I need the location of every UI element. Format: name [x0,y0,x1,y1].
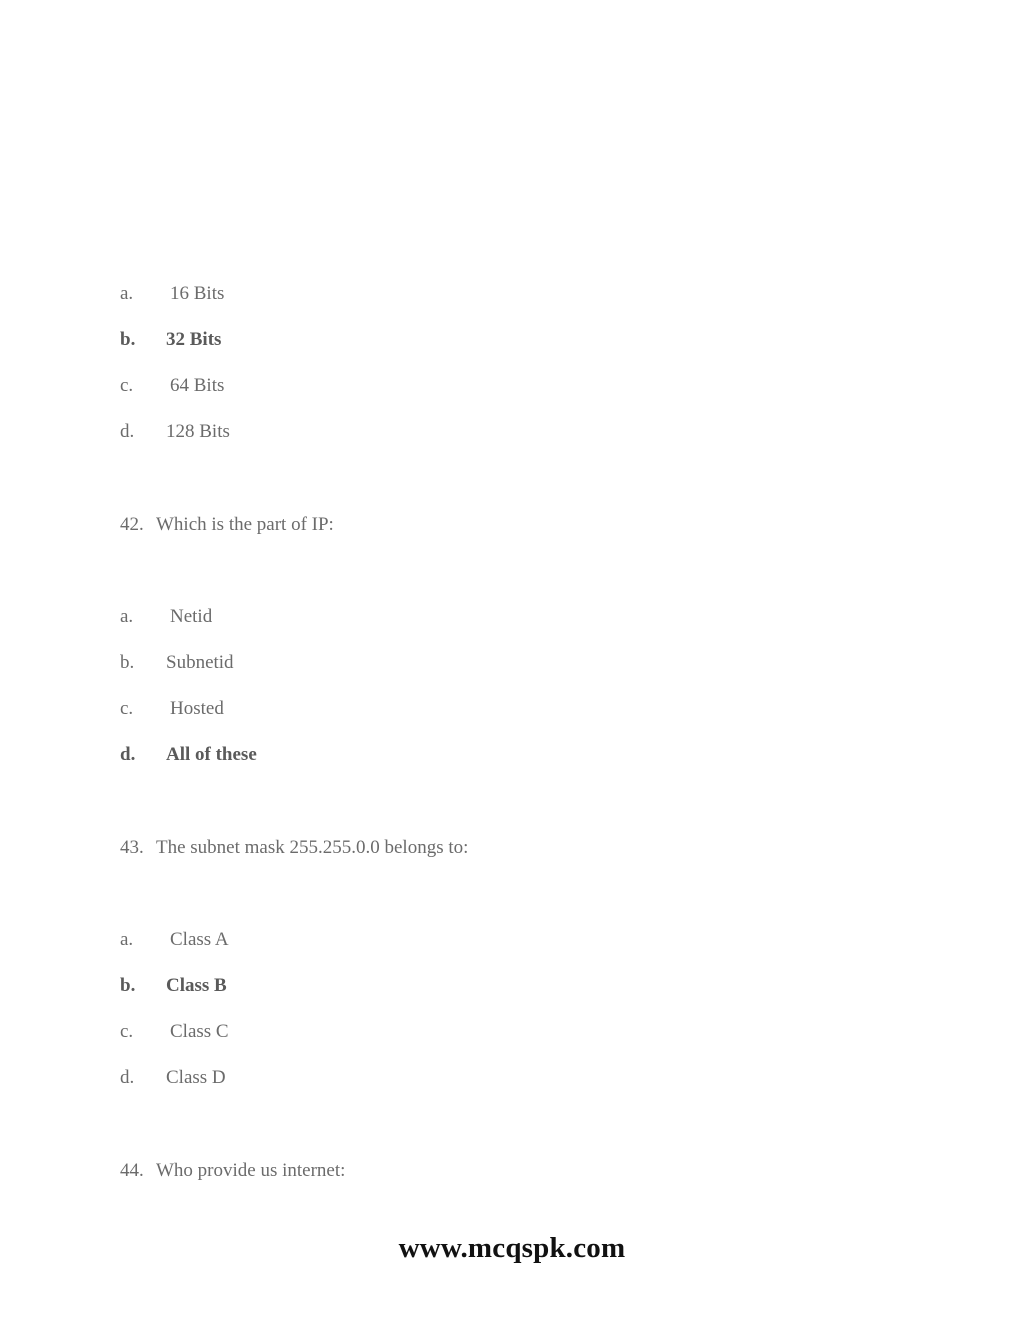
q42-option-b [120,651,234,675]
question-text: Who provide us internet: [156,1160,346,1181]
option-letter: c. [120,698,134,719]
option-letter: a. [120,606,134,627]
option-text: Netid [170,606,213,627]
option-text: Class C [170,1021,229,1042]
q42-option-a [120,605,212,629]
question-text: Which is the part of IP: [156,514,334,535]
option-text: All of these [166,744,257,765]
q41-option-a [120,282,224,306]
q43-option-a [120,928,229,952]
option-letter: c. [120,375,134,396]
question-number: 42. [120,514,144,535]
q43-option-b-correct [120,974,227,998]
q41-option-d [120,420,230,444]
option-text: Class A [170,929,229,950]
option-text: 32 Bits [166,329,222,350]
option-letter: a. [120,929,134,950]
option-text: Class B [166,975,227,996]
option-letter: d. [120,421,135,442]
option-letter: b. [120,652,135,673]
option-text: Class D [166,1067,226,1088]
question-number: 44. [120,1160,144,1181]
option-text: 128 Bits [166,421,230,442]
q41-option-c [120,374,224,398]
option-letter: b. [120,329,136,350]
option-text: Hosted [170,698,224,719]
q43-option-d [120,1066,226,1090]
option-text: 64 Bits [170,375,225,396]
option-letter: d. [120,744,136,765]
question-42 [120,513,334,537]
question-number: 43. [120,837,144,858]
q42-option-d-correct [120,743,257,767]
question-43 [120,836,468,860]
question-text: The subnet mask 255.255.0.0 belongs to: [156,837,469,858]
option-letter: a. [120,283,134,304]
option-text: Subnetid [166,652,234,673]
option-letter: d. [120,1067,135,1088]
option-text: 16 Bits [170,283,225,304]
option-letter: b. [120,975,136,996]
footer-website: www.mcqspk.com [398,1232,626,1264]
q42-option-c [120,697,224,721]
q43-option-c [120,1020,229,1044]
option-letter: c. [120,1021,134,1042]
q41-option-b-correct [120,328,221,352]
question-44 [120,1159,345,1183]
